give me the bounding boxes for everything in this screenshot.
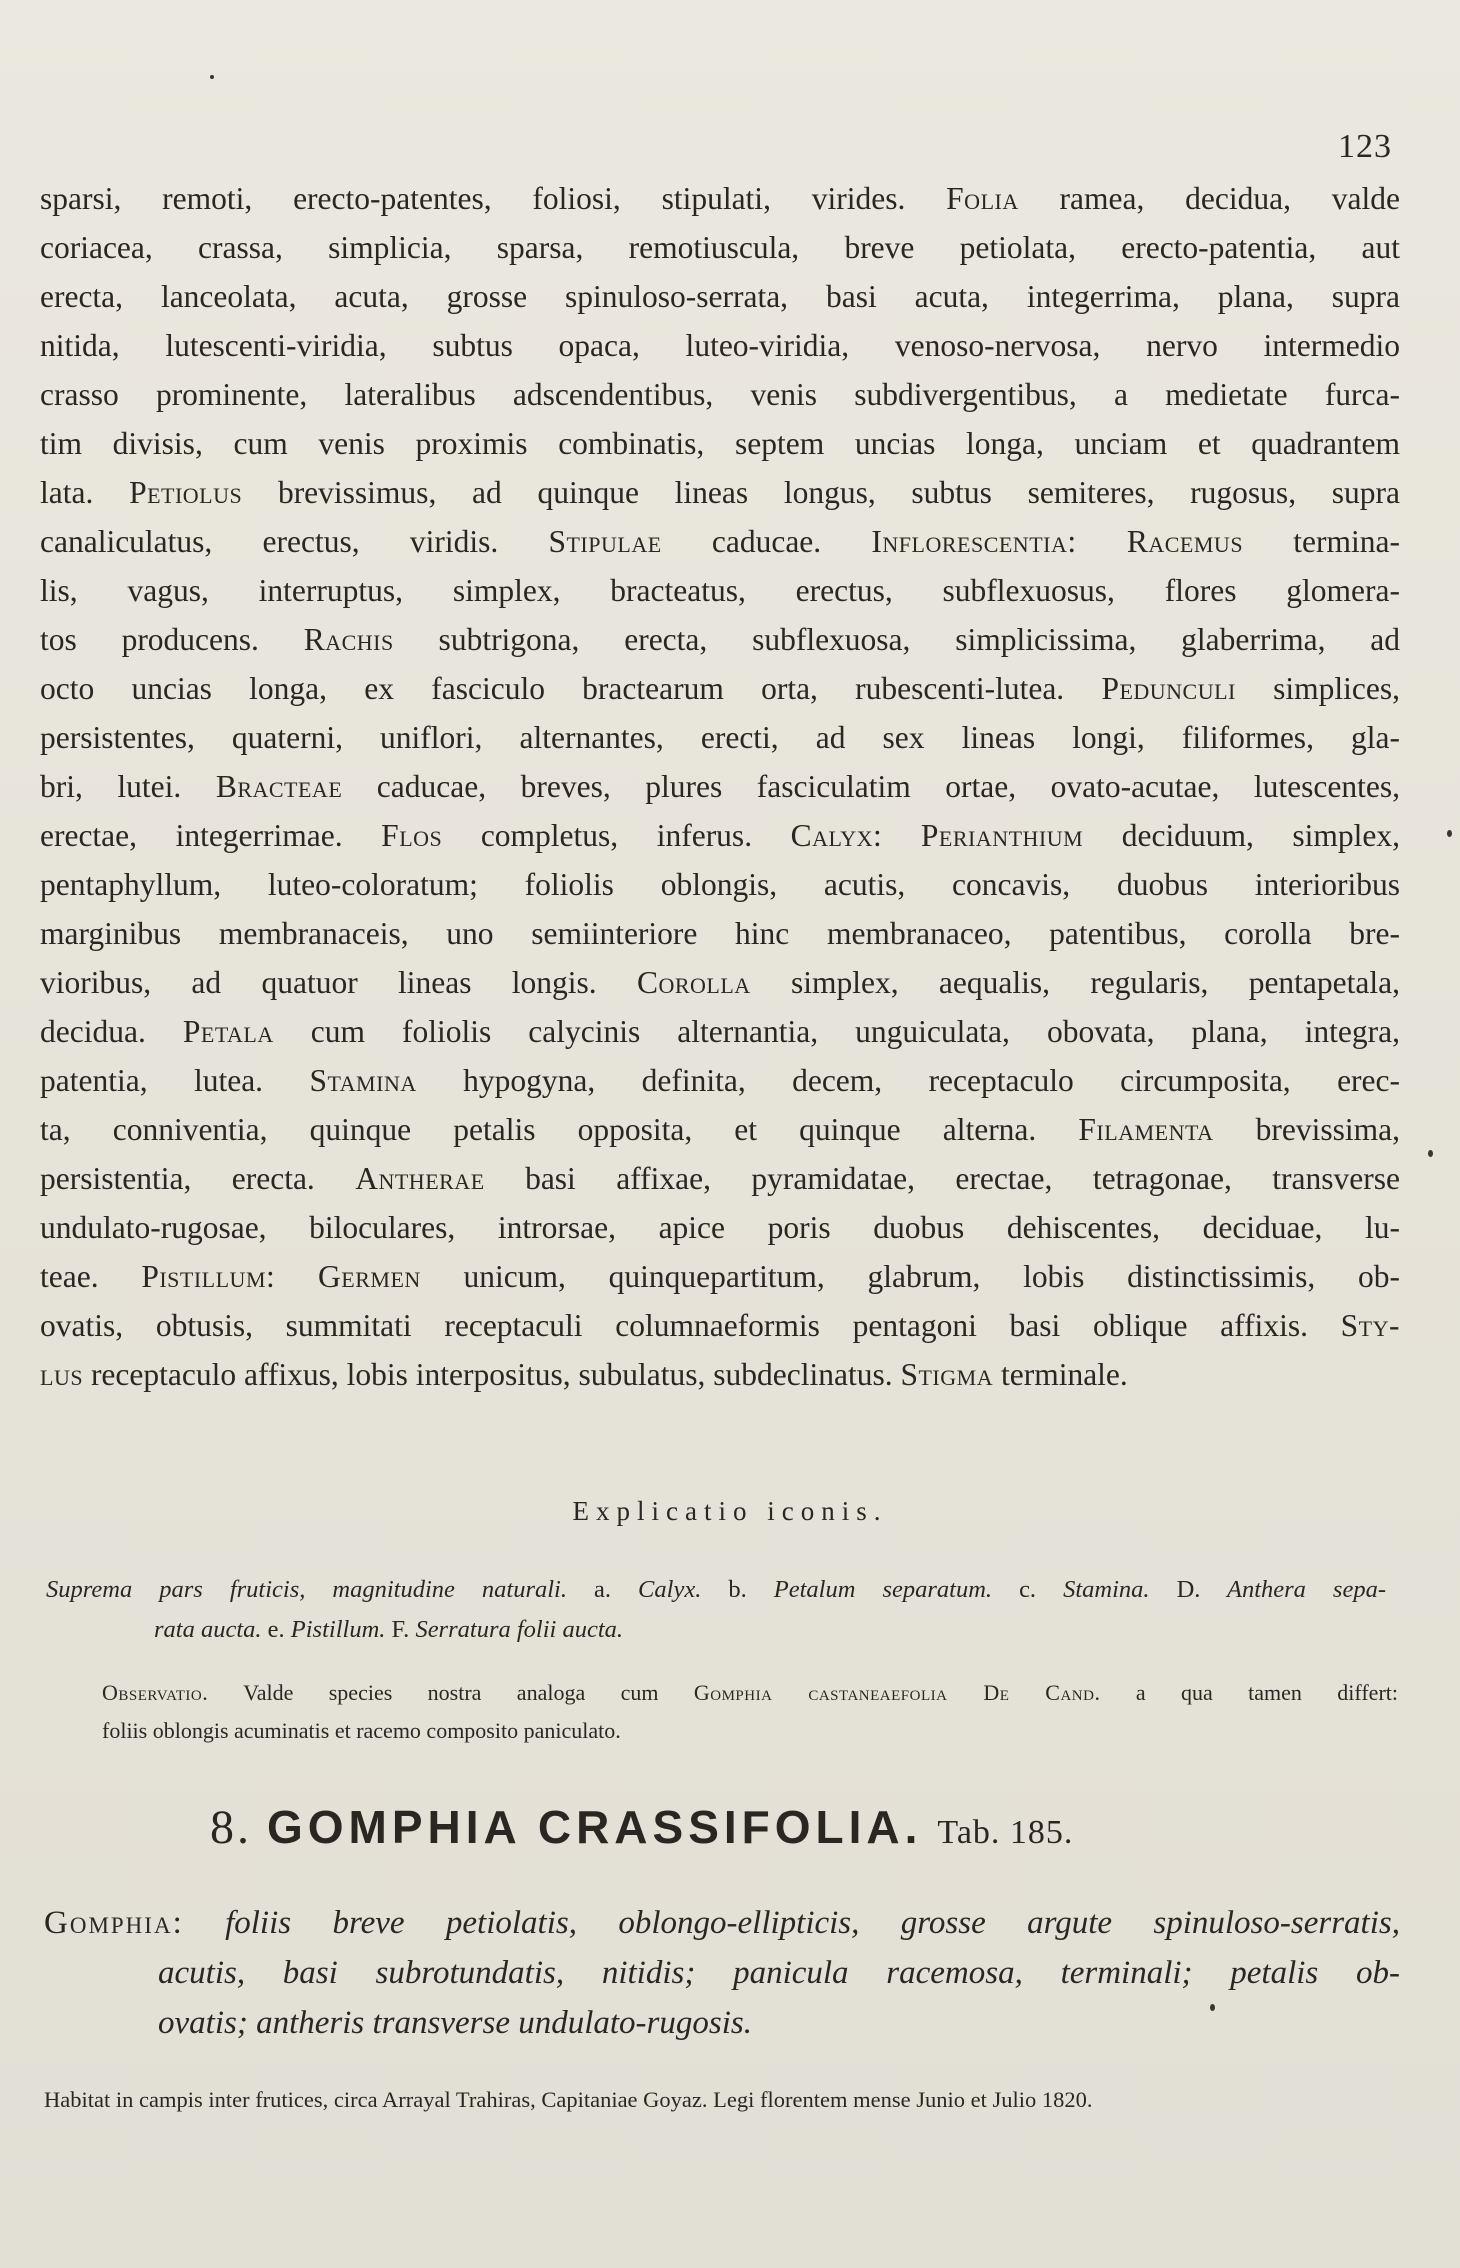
text-run: basi affixae, pyramidatae, erectae, tetragonae, transverse — [484, 1161, 1400, 1196]
explanation-line — [46, 1570, 1386, 1610]
text-run: simplex, aequalis, regularis, pentapetala, — [750, 965, 1400, 1000]
text-run: Stamina — [309, 1063, 417, 1098]
description-line — [40, 223, 1400, 272]
text-run: hypogyna, definita, decem, receptaculo circumposita, erec- — [416, 1063, 1400, 1098]
text-run: coriacea, crassa, simplicia, sparsa, remotiuscula, breve petiolata, erecto-patentia, aut — [40, 230, 1400, 265]
text-run: undulato-rugosae, biloculares, introrsae, apice poris duobus dehiscentes, deciduae, lu- — [40, 1210, 1400, 1245]
text-run: Petala — [182, 1014, 274, 1049]
description-line — [40, 1301, 1400, 1350]
text-run: brevissimus, ad quinque lineas longus, subtus semiteres, rugosus, supra — [242, 475, 1400, 510]
description-line — [40, 958, 1400, 1007]
text-run: pentaphyllum, luteo-coloratum; foliolis oblongis, acutis, concavis, duobus interioribus — [40, 867, 1400, 902]
text-run: e. — [267, 1616, 285, 1643]
description-line — [40, 1350, 1400, 1399]
text-run: lata. — [40, 475, 130, 510]
description-line — [40, 860, 1400, 909]
text-run: Inflorescentia: — [871, 524, 1077, 559]
text-run: Folia — [946, 181, 1019, 216]
text-run: caducae, breves, plures fasciculatim ortae, ovato-acutae, lutescentes, — [342, 769, 1400, 804]
species-description — [40, 174, 1400, 1399]
text-run: unicum, quinquepartitum, glabrum, lobis distinctissimis, ob- — [420, 1259, 1400, 1294]
text-run: persistentes, quaterni, uniflori, alternantes, erecti, ad sex lineas longi, filiformes, gla- — [40, 720, 1400, 755]
text-run: erecta, lanceolata, acuta, grosse spinuloso-serrata, basi acuta, integerrima, plana, supra — [40, 279, 1400, 314]
text-run: tim divisis, cum venis proximis combinatis, septem uncias longa, unciam et quadrantem — [40, 426, 1400, 461]
text-run: ramea, decidua, valde — [1018, 181, 1400, 216]
text-run: cum foliolis calycinis alternantia, unguiculata, obovata, plana, integra, — [273, 1014, 1400, 1049]
text-run: F. — [391, 1616, 410, 1643]
observatio-note — [102, 1674, 1398, 1750]
ink-spot — [1210, 2004, 1215, 2011]
habitat-note — [44, 2080, 1400, 2120]
description-line — [40, 1105, 1400, 1154]
text-run: c. — [1019, 1576, 1037, 1603]
observatio-line — [102, 1712, 1398, 1750]
species-name: GOMPHIA CRASSIFOLIA. — [267, 1801, 923, 1853]
text-run: crasso prominente, lateralibus adscendentibus, venis subdivergentibus, a medietate furca- — [40, 377, 1400, 412]
text-run: Pistillum. — [284, 1616, 392, 1643]
species-number: 8. — [210, 1801, 252, 1854]
text-run: Petalum separatum. — [746, 1576, 1020, 1603]
text-run: Stipulae — [548, 524, 662, 559]
text-run: persistentia, erecta. — [40, 1161, 356, 1196]
text-run: terminale. — [993, 1357, 1128, 1392]
plate-reference: Tab. 185. — [937, 1814, 1074, 1851]
text-run: patentia, lutea. — [40, 1063, 310, 1098]
text-run: Anthera sepa- — [1200, 1576, 1386, 1603]
text-run: vioribus, ad quatuor lineas longis. — [40, 965, 637, 1000]
text-run: nitida, lutescenti-viridia, subtus opaca, luteo-viridia, venoso-nervosa, nervo intermedio — [40, 328, 1400, 363]
text-run: Corolla — [636, 965, 751, 1000]
text-run: lus — [40, 1357, 84, 1392]
text-run: termina- — [1243, 524, 1400, 559]
description-line — [40, 517, 1400, 566]
ink-spot — [210, 75, 214, 79]
text-run: Antherae — [355, 1161, 485, 1196]
text-run: Bracteae — [215, 769, 343, 804]
text-run: caducae. — [661, 524, 872, 559]
text-run: ovatis, obtusis, summitati receptaculi columnaeformis pentagoni basi oblique affixis. — [40, 1308, 1341, 1343]
description-line — [40, 664, 1400, 713]
text-run: Calyx: — [790, 818, 883, 853]
text-run: tos producens. — [40, 622, 304, 657]
text-run: decidua. — [40, 1014, 183, 1049]
text-run — [275, 1259, 318, 1294]
description-line — [40, 1056, 1400, 1105]
text-run: Germen — [318, 1259, 421, 1294]
text-run: bri, lutei. — [40, 769, 216, 804]
description-line — [40, 468, 1400, 517]
text-run: receptaculo affixus, lobis interpositus, subulatus, subdeclinatus. — [83, 1357, 901, 1392]
description-line — [40, 1154, 1400, 1203]
description-line — [40, 615, 1400, 664]
text-run: Valde species nostra analoga cum — [208, 1680, 694, 1705]
text-run: Pistillum: — [141, 1259, 276, 1294]
text-run: Stamina. — [1036, 1576, 1177, 1603]
text-run: Flos — [381, 818, 443, 853]
description-line — [40, 272, 1400, 321]
text-run: lis, vagus, interruptus, simplex, bracteatus, erectus, subflexuosus, flores glomera- — [40, 573, 1400, 608]
text-run: Gomphia: — [44, 1905, 184, 1941]
text-run: Gomphia castaneaefolia De Cand. — [693, 1680, 1101, 1705]
text-run: octo uncias longa, ex fasciculo bractearum orta, rubescenti-lutea. — [40, 671, 1102, 706]
description-line — [40, 174, 1400, 223]
text-run: canaliculatus, erectus, viridis. — [40, 524, 549, 559]
description-line — [40, 909, 1400, 958]
ink-spot — [1428, 1150, 1433, 1157]
page-number: 123 — [1338, 128, 1392, 165]
description-line — [40, 419, 1400, 468]
species-diagnosis — [44, 1898, 1400, 2048]
description-line — [40, 811, 1400, 860]
text-run: deciduum, simplex, — [1083, 818, 1400, 853]
text-run: b. — [728, 1576, 747, 1603]
text-run: ovatis; antheris transverse undulato-rugosis. — [158, 2005, 752, 2041]
text-run: completus, inferus. — [442, 818, 791, 853]
text-run: rata aucta. — [154, 1616, 268, 1643]
text-run: marginibus membranaceis, uno semiinteriore hinc membranaceo, patentibus, corolla bre- — [40, 916, 1400, 951]
description-line — [40, 566, 1400, 615]
text-run: subtrigona, erecta, subflexuosa, simplicissima, glaberrima, ad — [393, 622, 1400, 657]
description-line — [40, 762, 1400, 811]
diagnosis-line — [44, 1948, 1400, 1998]
text-run: Pedunculi — [1101, 671, 1236, 706]
diagnosis-line — [44, 1898, 1400, 1948]
text-run — [882, 818, 921, 853]
description-line — [40, 370, 1400, 419]
explanation-line — [46, 1610, 1386, 1650]
description-line — [40, 1007, 1400, 1056]
text-run: sparsi, remoti, erecto-patentes, foliosi, stipulati, virides. — [40, 181, 947, 216]
text-run: Calyx. — [611, 1576, 729, 1603]
text-run: Suprema pars fruticis, magnitudine naturali. — [46, 1576, 595, 1603]
ink-spot — [1447, 830, 1452, 837]
text-run: Observatio. — [102, 1680, 209, 1705]
text-run: brevissima, — [1213, 1112, 1400, 1147]
text-run: Perianthium — [920, 818, 1084, 853]
species-heading — [210, 1800, 1250, 1855]
text-run: Rachis — [303, 622, 394, 657]
diagnosis-line — [44, 1998, 1400, 2048]
text-run — [1077, 524, 1127, 559]
text-run: Racemus — [1126, 524, 1244, 559]
text-run: teae. — [40, 1259, 142, 1294]
text-run: Sty- — [1340, 1308, 1400, 1343]
text-run: Petiolus — [129, 475, 243, 510]
text-run: foliis breve petiolatis, oblongo-ellipticis, grosse argute spinuloso-serratis, — [183, 1905, 1400, 1941]
habitat-text: Habitat in campis inter frutices, circa Arrayal Trahiras, Capitaniae Goyaz. Legi florentem mense Junio et Julio 1820. — [44, 2087, 1093, 2112]
text-run: a. — [594, 1576, 612, 1603]
plate-explanation — [46, 1570, 1386, 1650]
description-line — [40, 1203, 1400, 1252]
description-line — [40, 713, 1400, 762]
text-run: simplices, — [1235, 671, 1400, 706]
text-run: ta, conniventia, quinque petalis opposita, et quinque alterna. — [40, 1112, 1079, 1147]
text-run: a qua tamen differt: — [1100, 1680, 1398, 1705]
text-run: Serratura folii aucta. — [409, 1616, 624, 1643]
text-run: erectae, integerrimae. — [40, 818, 382, 853]
text-run: acutis, basi subrotundatis, nitidis; panicula racemosa, terminali; petalis ob- — [158, 1955, 1400, 1991]
observatio-line — [102, 1674, 1398, 1712]
text-run: Stigma — [900, 1357, 994, 1392]
explicatio-heading: Explicatio iconis. — [572, 1496, 888, 1526]
text-run: Filamenta — [1078, 1112, 1214, 1147]
description-line — [40, 1252, 1400, 1301]
text-run: D. — [1176, 1576, 1201, 1603]
description-line — [40, 321, 1400, 370]
text-run: foliis oblongis acuminatis et racemo composito paniculato. — [102, 1718, 621, 1743]
